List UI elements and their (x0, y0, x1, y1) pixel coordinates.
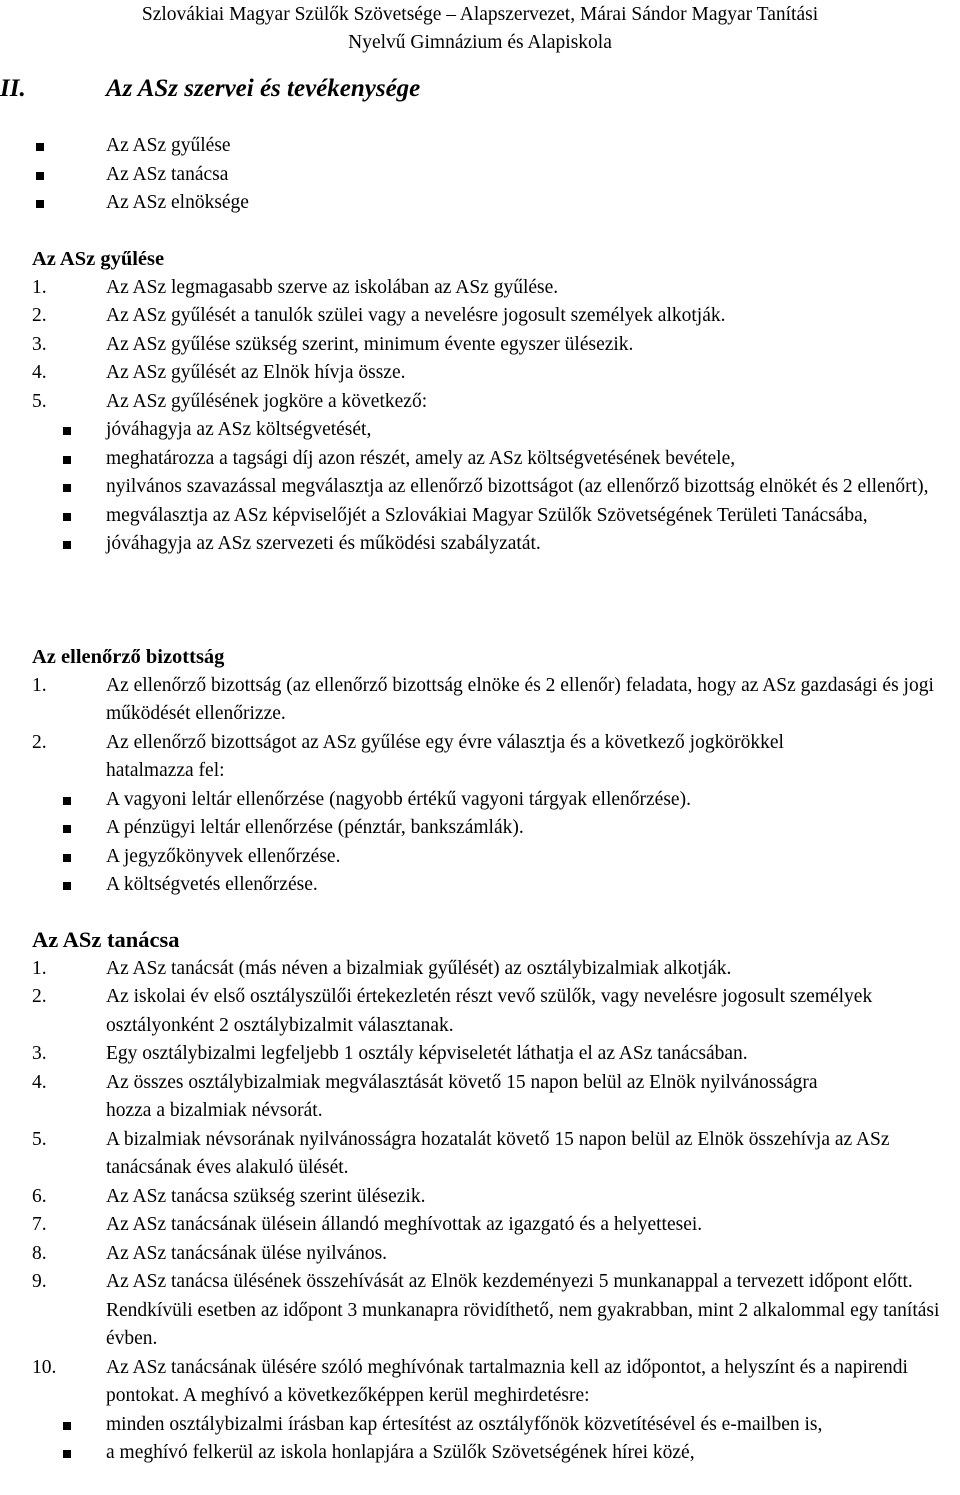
item-number: 3. (32, 1043, 47, 1064)
bullet-square-icon (63, 1450, 71, 1458)
section-title (0, 74, 420, 104)
tanacs-section (0, 926, 960, 1468)
item-number: 1. (32, 276, 47, 298)
bullet-item (0, 1411, 960, 1440)
item-text: Az ASz gyűlésének jogköre a következő: (106, 390, 428, 412)
toc-item (0, 132, 960, 161)
numbered-item (0, 1268, 960, 1354)
bullet-text: A vagyoni leltár ellenőrzése (nagyobb értékű vagyoni tárgyak ellenőrzése). (106, 788, 691, 810)
bullet-square-icon (63, 427, 71, 435)
gyules-section (0, 245, 960, 559)
numbered-item (0, 1354, 960, 1411)
bullet-text: jóváhagyja az ASz szervezeti és működési szabályzatát. (106, 533, 541, 554)
item-text: Az ASz gyűlését az Elnök hívja össze. (106, 362, 406, 383)
numbered-item (0, 955, 960, 984)
document-header (0, 0, 960, 57)
numbered-item (0, 302, 960, 331)
numbered-item (0, 1240, 960, 1269)
bullet-square-icon (36, 172, 44, 180)
bullet-square-icon (63, 484, 71, 492)
ellenorzo-heading: Az ellenőrző bizottság (32, 646, 225, 668)
item-text: Az ASz gyűlését a tanulók szülei vagy a nevelésre jogosult személyek alkotják. (106, 305, 726, 326)
bullet-square-icon (63, 825, 71, 833)
numbered-item (0, 274, 960, 303)
numbered-item (0, 1126, 960, 1183)
bullet-item (0, 416, 960, 445)
toc-item-text: Az ASz tanácsa (106, 163, 229, 185)
numbered-item (0, 1040, 960, 1069)
bullet-square-icon (63, 456, 71, 464)
item-text: Az ASz tanácsának ülésére szóló meghívónak tartalmaznia kell az időpontot, a helyszínt és a napirendi pontokat. A meghívó a következőképpen kerül meghirdetésre: (106, 1356, 908, 1406)
bullet-square-icon (36, 143, 44, 151)
item-text: Az iskolai év első osztályszülői értekezletén részt vevő szülők, vagy nevelésre jogosult személyek osztályonként 2 osztálybizalmit választanak. (106, 986, 873, 1036)
bullet-item (0, 445, 960, 474)
bullet-text: A pénzügyi leltár ellenőrzése (pénztár, bankszámlák). (106, 817, 524, 838)
bullet-item (0, 1439, 960, 1468)
bullet-text: nyilvános szavazással megválasztja az ellenőrző bizottságot (az ellenőrző bizottság elnökét és 2 ellenőrt), (106, 476, 929, 497)
bullet-item (0, 786, 960, 815)
bullet-text: jóváhagyja az ASz költségvetését, (106, 419, 372, 440)
item-text: Az ASz tanácsát (más néven a bizalmiak gyűlését) az osztálybizalmiak alkotják. (106, 957, 732, 979)
toc-item (0, 189, 960, 218)
item-text: Az ASz tanácsa ülésének összehívását az Elnök kezdeményezi 5 munkanappal a tervezett időpont előtt. Rendkívüli esetben az időpont 3 munkanapra rövidíthető, nem gyakrabban, mint 2 alkalommal egy tanítási évben. (106, 1271, 940, 1349)
header-line-2: Nyelvű Gimnázium és Alapiskola (348, 32, 612, 53)
ellenorzo-section (0, 643, 960, 900)
toc-item (0, 161, 960, 190)
item-number: 8. (32, 1242, 47, 1264)
item-number: 2. (32, 305, 47, 326)
item-number: 3. (32, 333, 47, 355)
item-number: 4. (32, 362, 47, 383)
item-text: Az ASz tanácsának ülésein állandó meghívottak az igazgató és a helyettesei. (106, 1214, 703, 1235)
section-number: II. (0, 75, 26, 102)
toc-item-text: Az ASz gyűlése (106, 135, 231, 156)
header-line-1: Szlovákiai Magyar Szülők Szövetsége – Alapszervezet, Márai Sándor Magyar Tanítási (141, 4, 819, 25)
section-title-text: Az ASz szervei és tevékenysége (106, 75, 421, 102)
item-text: Az ASz legmagasabb szerve az iskolában az ASz gyűlése. (106, 276, 559, 298)
item-number: 2. (32, 986, 47, 1007)
bullet-item (0, 871, 960, 900)
bullet-square-icon (63, 541, 71, 549)
bullet-item (0, 843, 960, 872)
bullet-square-icon (36, 200, 44, 208)
item-text: A bizalmiak névsorának nyilvánosságra hozatalát követő 15 napon belül az Elnök összehívja az ASz tanácsának éves alakuló ülését. (106, 1128, 890, 1178)
bullet-text: a meghívó felkerül az iskola honlapjára a Szülők Szövetségének hírei közé, (106, 1442, 695, 1463)
numbered-item (0, 1211, 960, 1240)
item-number: 4. (32, 1071, 47, 1093)
numbered-item (0, 1069, 960, 1126)
numbered-item (0, 1183, 960, 1212)
bullet-square-icon (63, 882, 71, 890)
item-text: Az ASz tanácsa szükség szerint ülésezik. (106, 1185, 426, 1207)
bullet-text: A költségvetés ellenőrzése. (106, 874, 318, 895)
item-number: 2. (32, 731, 47, 753)
numbered-item (0, 388, 960, 417)
bullet-square-icon (63, 513, 71, 521)
item-number: 1. (32, 957, 47, 979)
item-number: 7. (32, 1214, 47, 1235)
item-number: 9. (32, 1271, 47, 1292)
numbered-item (0, 331, 960, 360)
item-text: Az ASz tanácsának ülése nyilvános. (106, 1242, 388, 1264)
item-number: 6. (32, 1185, 47, 1207)
numbered-item (0, 729, 960, 786)
bullet-text: megválasztja az ASz képviselőjét a Szlovákiai Magyar Szülők Szövetségének Területi Tanácsába, (106, 504, 868, 526)
item-text: Egy osztálybizalmi legfeljebb 1 osztály képviseletét láthatja el az ASz tanácsában. (106, 1043, 748, 1064)
bullet-item (0, 473, 960, 502)
bullet-square-icon (63, 1422, 71, 1430)
bullet-text: minden osztálybizalmi írásban kap értesítést az osztályfőnök közvetítésével és e-mailben is, (106, 1413, 823, 1435)
toc-item-text: Az ASz elnöksége (106, 192, 249, 213)
item-number: 5. (32, 390, 47, 412)
bullet-item (0, 502, 960, 531)
bullet-item (0, 530, 960, 559)
gyules-heading: Az ASz gyűlése (32, 248, 165, 270)
bullet-square-icon (63, 797, 71, 805)
item-number: 10. (32, 1356, 57, 1378)
numbered-item (0, 983, 960, 1040)
numbered-item (0, 672, 960, 729)
item-number: 1. (32, 674, 47, 696)
item-number: 5. (32, 1128, 47, 1150)
tanacs-heading: Az ASz tanácsa (32, 927, 180, 952)
numbered-item (0, 359, 960, 388)
bullet-square-icon (63, 854, 71, 862)
item-text: Az összes osztálybizalmiak megválasztását követő 15 napon belül az Elnök nyilvánosságra hozza a bizalmiak névsorát. (106, 1071, 818, 1121)
toc-list (0, 132, 960, 218)
bullet-text: meghatározza a tagsági díj azon részét, amely az ASz költségvetésének bevétele, (106, 447, 736, 469)
item-text: Az ellenőrző bizottság (az ellenőrző bizottság elnöke és 2 ellenőr) feladata, hogy az ASz gazdasági és jogi működését ellenőrizze. (106, 674, 934, 724)
bullet-item (0, 814, 960, 843)
item-text: Az ellenőrző bizottságot az ASz gyűlése egy évre választja és a következő jogkörökkel hatalmazza fel: (106, 731, 784, 781)
bullet-text: A jegyzőkönyvek ellenőrzése. (106, 845, 341, 867)
item-text: Az ASz gyűlése szükség szerint, minimum évente egyszer ülésezik. (106, 333, 634, 355)
